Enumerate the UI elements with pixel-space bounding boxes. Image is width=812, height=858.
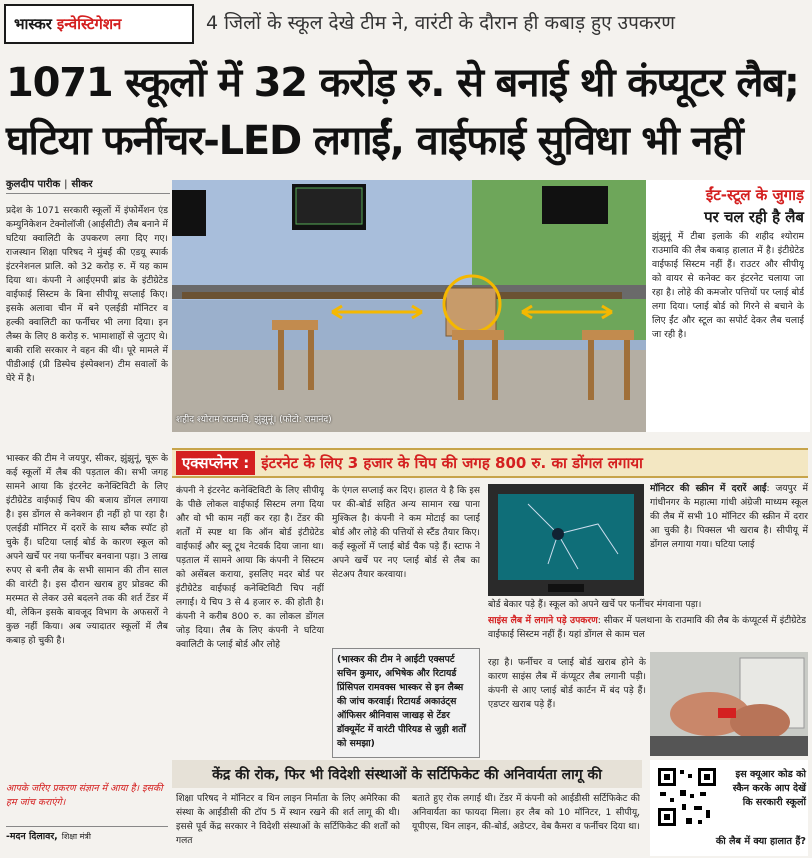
qr-instruction: इस क्यूआर कोड को स्कैन करके आप देखें कि सरकारी स्कूलों	[732, 769, 806, 808]
science-heading: साइंस लैब में लगाने पड़े उपकरण	[488, 615, 598, 626]
main-headline	[6, 54, 806, 170]
author-name: कुलदीप पारीक	[6, 179, 61, 190]
qr-code-icon	[656, 766, 718, 828]
sidebar-title-line-2: पर चल रही है लैब	[704, 208, 804, 226]
qr-code[interactable]	[656, 766, 718, 828]
science-lab-continuation: रहा है। फर्नीचर व प्लाई बोर्ड खराब होने के कारण साइंस लैब में कंप्यूटर लैब लगानी पड़ी। कंपनी से आए प्लाई बोर्ड कार्टन में बंद पड़े हैं। एडप्टर खराब पड़े हैं।	[488, 657, 646, 710]
monitor-text: : जयपुर में गांधीनगर के महात्मा गांधी अंग्रेजी माध्यम स्कूल की लैब में सभी 10 मॉनिटर की स्क्रीन में दरार आ चुकी है। पिक्सल भी खराब है। सीपीयू में डोंगल लगाया गया। घटिया प्लाई	[650, 483, 808, 550]
cracked-monitor-photo	[488, 484, 644, 596]
science-lab-section	[488, 614, 806, 654]
qr-instruction-2: की लैब में क्या हालात हैं?	[715, 836, 806, 847]
sidebar-title	[652, 184, 804, 228]
kicker-headline: 4 जिलों के स्कूल देखे टीम ने, वारंटी के दौरान ही कबाड़ हुए उपकरण	[206, 12, 675, 34]
kicker-badge	[4, 4, 194, 44]
method-note-box: (भास्कर की टीम ने आईटी एक्सपर्ट सचिन कुमार, अभिषेक और रिटायर्ड प्रिंसिपल रामवक्स भास्कर से इन लैब्स की जांच करवाई। रिटायर्ड अकाउंट्स ऑफिसर श्रीनिवास जाखड़ से टेंडर डॉक्यूमेंट में वारंटी पीरियड से जुड़ी शर्तों को समझा)	[332, 648, 480, 758]
lab-photo-illustration	[172, 180, 646, 432]
photo-caption: शहीद श्योराम राउमावि, झुंझुनूं। (फोटो: रामानंद)	[176, 415, 332, 425]
article-column-3: के एंगल सप्लाई कर दिए। हालत ये है कि इस पर की-बोर्ड सहित अन्य सामान रख पाना मुश्किल है। कंपनी ने कम मोटाई का प्लाई बोर्ड और लोहे की पत्तियों से स्टैंड तैयार किए। कई स्कूलों में प्लाई बोर्ड चैक पड़े हैं। स्टाफ ने अपने खर्चे पर नए प्लाई बोर्ड से लैब का सेटअप तैयार करवाया।	[332, 486, 480, 580]
quote-name: -मदन दिलावर,	[6, 831, 58, 842]
bottom-column-left: शिक्षा परिषद ने मॉनिटर व थिन लाइन निर्माता के लिए अमेरिका की संस्था के आईडीसी की टॉप 5 में स्थान रखने की शर्त लागू की थी। इससे पूर्व केंद्र सरकार ने विदेशी संस्थाओं के सर्टिफिकेट की शर्तों को गलत	[176, 794, 400, 846]
dateline: सीकर	[71, 179, 93, 190]
dongle-illustration	[650, 652, 808, 756]
lab-photo	[172, 180, 646, 432]
headline-line-1: 1071 स्कूलों में 32 करोड़ रु. से बनाई थी कंप्यूटर लैब;	[6, 60, 799, 106]
article-column-1: प्रदेश के 1071 सरकारी स्कूलों में इंफोर्मेशन एंड कम्युनिकेशन टेक्नोलॉजी (आईसीटी) लैब बनाने में घटिया क्वालिटी के उपकरण लगा दिए गए। राजस्थान शिक्षा परिषद ने मुंबई की एडयू स्पार्क इंटरनेशनल प्रालि. को 32 करोड़ रु. में यह काम दिया था। कंपनी ने आईएमपी ब्रांड के इंटीग्रेटेड वाईफाई सिस्टम के बिना सीपीयू सप्लाई किए। इसके अलावा चीन में बने एलईडी मॉनिटर व हल्की क्वालिटी का फर्नीचर भी लगा दिया। इन लैब्स के लिए 8 करोड़ रु. भामाशाहों से जुटाए थे। बाकी राशि सरकार ने वहन की थी। पूरे मामले में पीडीआई (प्री डिस्पेच इंस्पेक्शन) टीम सवालों के घेरे में है।	[6, 206, 168, 384]
monitor-continuation: बोर्ड बेकार पड़े हैं। स्कूल को अपने खर्चे पर फर्नीचर मंगवाना पड़ा।	[488, 599, 702, 610]
brand-name: भास्कर	[14, 15, 52, 33]
explainer-title: इंटरनेट के लिए 3 हजार के चिप की जगह 800 रु. का डोंगल लगाया	[261, 454, 643, 472]
headline-line-2: घटिया फर्नीचर-LED लगाईं, वाईफाई सुविधा भी नहीं	[6, 118, 743, 164]
sidebar-body: झुंझुनूं में टीबा इलाके की शहीद श्योराम राउमावि की लैब कबाड़ हालात में है। इंटीग्रेटेड वाईफाई सिस्टम नहीं हैं। राउटर और सीपीयू को वायर से कनेक्ट कर इंटरनेट चलाया जा रहा है। लोहे की कमजोर पत्तियों पर प्लाई बोर्ड लगा दिया। प्लाई बोर्ड को गिरने से बचाने के लिए ईंट और स्टूल का सपोर्ट देकर लैब चलाई जा रही है।	[652, 231, 804, 340]
article-column-2: कंपनी ने इंटरनेट कनेक्टिविटी के लिए सीपीयू के पीछे लोकल वाईफाई सिस्टम लगा दिया और वो भी काम नहीं कर रहा है। टेंडर की शर्तों में स्पष्ट था कि ऑन बोर्ड इंटीग्रेटेड वाईफाई और ब्लू टूथ नेटवर्क दिया जाना था। पड़ताल में सामने आया कि कंपनी ने सिस्टम को असेंबल कराया, इसलिए मदर बोर्ड पर इंटीग्रेटेड वाईफाई कनेक्टिविटी चिप नहीं लगाई। ये चिप 3 से 4 हजार रु. की होती है। कंपनी ने करीब 800 रु. का लोकल डोंगल जोड़ दिया। लैब के लिए कंपनी ने घटिया क्वालिटी के प्लाई बोर्ड और लोहे	[176, 486, 324, 650]
bottom-section-title: केंद्र की रोक, फिर भी विदेशी संस्थाओं के सर्टिफिकेट की अनिवार्यता लागू की	[172, 760, 642, 788]
quote-role: शिक्षा मंत्री	[61, 832, 91, 841]
explainer-bar	[172, 448, 808, 478]
article-column-1b: भास्कर की टीम ने जयपुर, सीकर, झुंझुनूं, चूरू के कई स्कूलों में लैब की पड़ताल की। सभी जगह सामने आया कि इंटरनेट कनेक्टिविटी के लिए इंटीग्रेटेड वाईफाई चिप की बजाय डोंगल लगाया है। इस डोंगल से कनेक्शन ही नहीं हो पा रहा है। एलईडी मॉनिटर में दरारें के साथ ब्लैक स्पॉट हो चुके हैं। घटिया प्लाई बोर्ड के कारण स्कूल को अपने खर्चे पर नया फर्नीचर बनवाना पड़ा। 3 लाख रुपए से बनी लैब के सभी सामान की तीन साल की वारंटी है। इस दौरान खराब हुए प्रोडक्ट की मरम्मत से लेकर उसे बदलने तक की शर्त टेंडर में थी, लेकिन इसके बावजूद विभाग के अफसरों ने कुछ नहीं किया। अब ज्यादातर स्कूलों में लैब कबाड़ हो चुकी है।	[6, 454, 168, 646]
byline: कुलदीप पारीक | सीकर	[6, 176, 170, 194]
quote-attribution	[6, 826, 168, 842]
bottom-column-right: बताते हुए रोक लगाई थी। टेंडर में कंपनी को आईडीसी सर्टिफिकेट की अनिवार्यता का फायदा मिला। हर लैब को 10 मॉनिटर, 1 सीपीयू, यूपीएस, थिन लाइन, की-बोर्ड, अडेप्टर, वेब कैमरा व फर्नीचर दिया था।	[412, 794, 640, 832]
monitor-section	[650, 482, 808, 596]
dongle-photo	[650, 652, 808, 756]
monitor-illustration	[488, 484, 644, 596]
science-text: : सीकर में पलथाना के राउमावि की लैब के कंप्यूटर्स में इंटीग्रेटेड वाईफाई सिस्टम नहीं हैं। यहां डोंगल से काम चल	[488, 615, 806, 640]
explainer-tag: एक्सप्लेनर :	[176, 451, 255, 475]
monitor-heading: मॉनिटर की स्क्रीन में दरारें आईं	[650, 483, 767, 494]
sidebar-title-line-1: ईंट-स्टूल के जुगाड़	[705, 186, 804, 204]
investigation-label: इन्वेस्टिगेशन	[56, 15, 122, 33]
minister-quote: आपके जरिए प्रकरण संज्ञान में आया है। इसकी हम जांच कराएंगे।	[6, 783, 163, 808]
